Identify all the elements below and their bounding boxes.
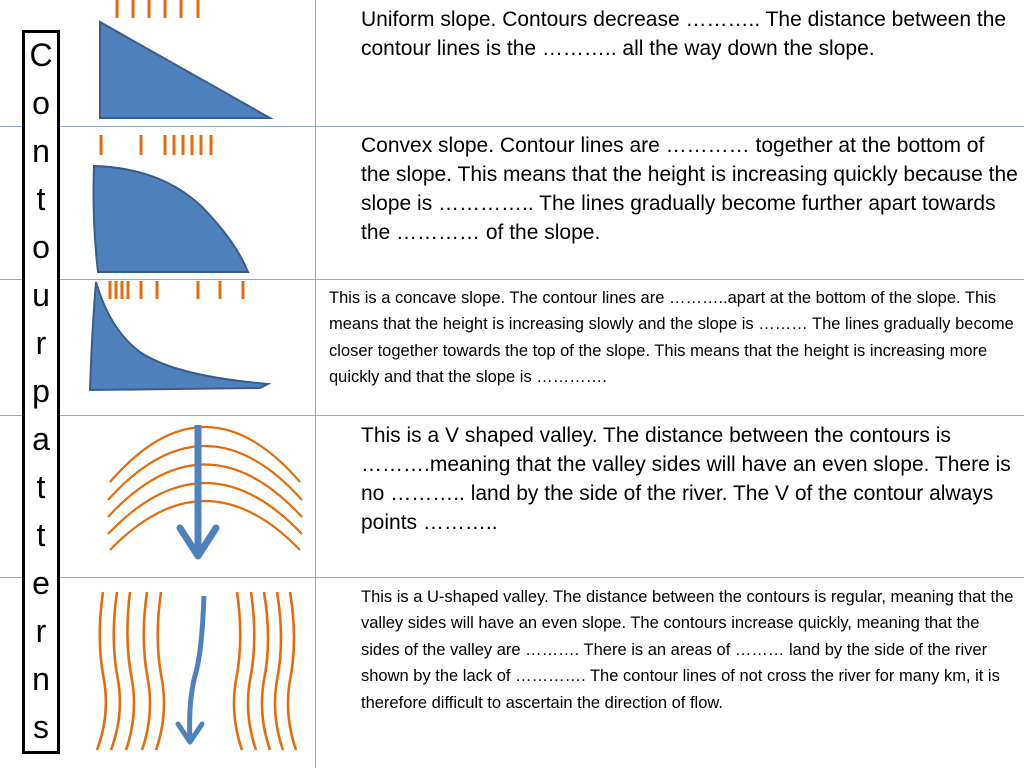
contour-ticks	[117, 0, 198, 18]
title-letter: u	[32, 277, 50, 313]
title-letter: p	[32, 373, 50, 409]
concave-slope-diagram	[90, 281, 268, 390]
contour-line	[111, 592, 120, 750]
contour-line	[142, 592, 150, 750]
title-letter: t	[36, 517, 46, 553]
contour-line	[262, 592, 270, 750]
convex-slope-shape	[94, 166, 249, 272]
convex-slope-diagram	[94, 135, 249, 272]
uniform-slope-shape	[100, 22, 270, 118]
contour-line	[126, 592, 134, 750]
contour-line	[275, 592, 283, 750]
contour-line	[97, 592, 106, 750]
uniform-slope-diagram	[100, 0, 270, 118]
river-arrow	[178, 596, 204, 742]
contour-line	[110, 427, 300, 482]
concave-slope-text: This is a concave slope. The contour lines are ………..apart at the bottom of the slope. This means that the height is increasing slowly and the slope is ……… The lines gradually become closer together towards the top of the slope. This means that the height is increasing more quickly and that the slope is ………….	[329, 289, 1014, 387]
contour-line	[156, 592, 164, 750]
v-valley-diagram	[108, 427, 302, 550]
title-letter: r	[35, 613, 47, 649]
contour-line	[234, 592, 242, 750]
u-valley-text: This is a U-shaped valley. The distance between the contours is regular, meaning that the valley sides will have an even slope. The contours increase quickly, meaning that the sides of the valley are ………. There is an areas of ……… land by the side of the river shown by the lack of …………. The contour lines of not cross the river for many km, it is therefore difficult to ascertain the direction of flow.	[361, 588, 1014, 712]
title-letter: r	[35, 325, 47, 361]
contour-ticks	[101, 135, 211, 155]
title-letter: t	[36, 181, 46, 217]
title-letter: s	[33, 709, 49, 745]
title-letter: C	[29, 37, 53, 73]
convex-slope-text: Convex slope. Contour lines are ………… together at the bottom of the slope. This means that the height is increasing quickly because the slope is ………….. The lines gradually become further apart towards the ………… of the slope.	[361, 134, 1018, 244]
contour-ticks	[110, 281, 243, 299]
title-letter: t	[36, 469, 46, 505]
title-letter: n	[32, 661, 50, 697]
v-valley-text: This is a V shaped valley. The distance between the contours is ……….meaning that the valley sides will have an even slope. There is no ……….. land by the side of the river. The V of the contour always points ………..	[361, 424, 1011, 534]
title-letter: a	[32, 421, 50, 457]
title-letter: n	[32, 133, 50, 169]
river-arrow	[180, 425, 216, 556]
uniform-slope-text: Uniform slope. Contours decrease ……….. The distance between the contour lines is the ……….. all the way down the slope.	[361, 8, 1007, 60]
title-letter: o	[32, 229, 50, 265]
title-letter: e	[32, 565, 50, 601]
title-letter: o	[32, 85, 50, 121]
contour-line	[288, 592, 296, 750]
contour-line	[248, 592, 256, 750]
